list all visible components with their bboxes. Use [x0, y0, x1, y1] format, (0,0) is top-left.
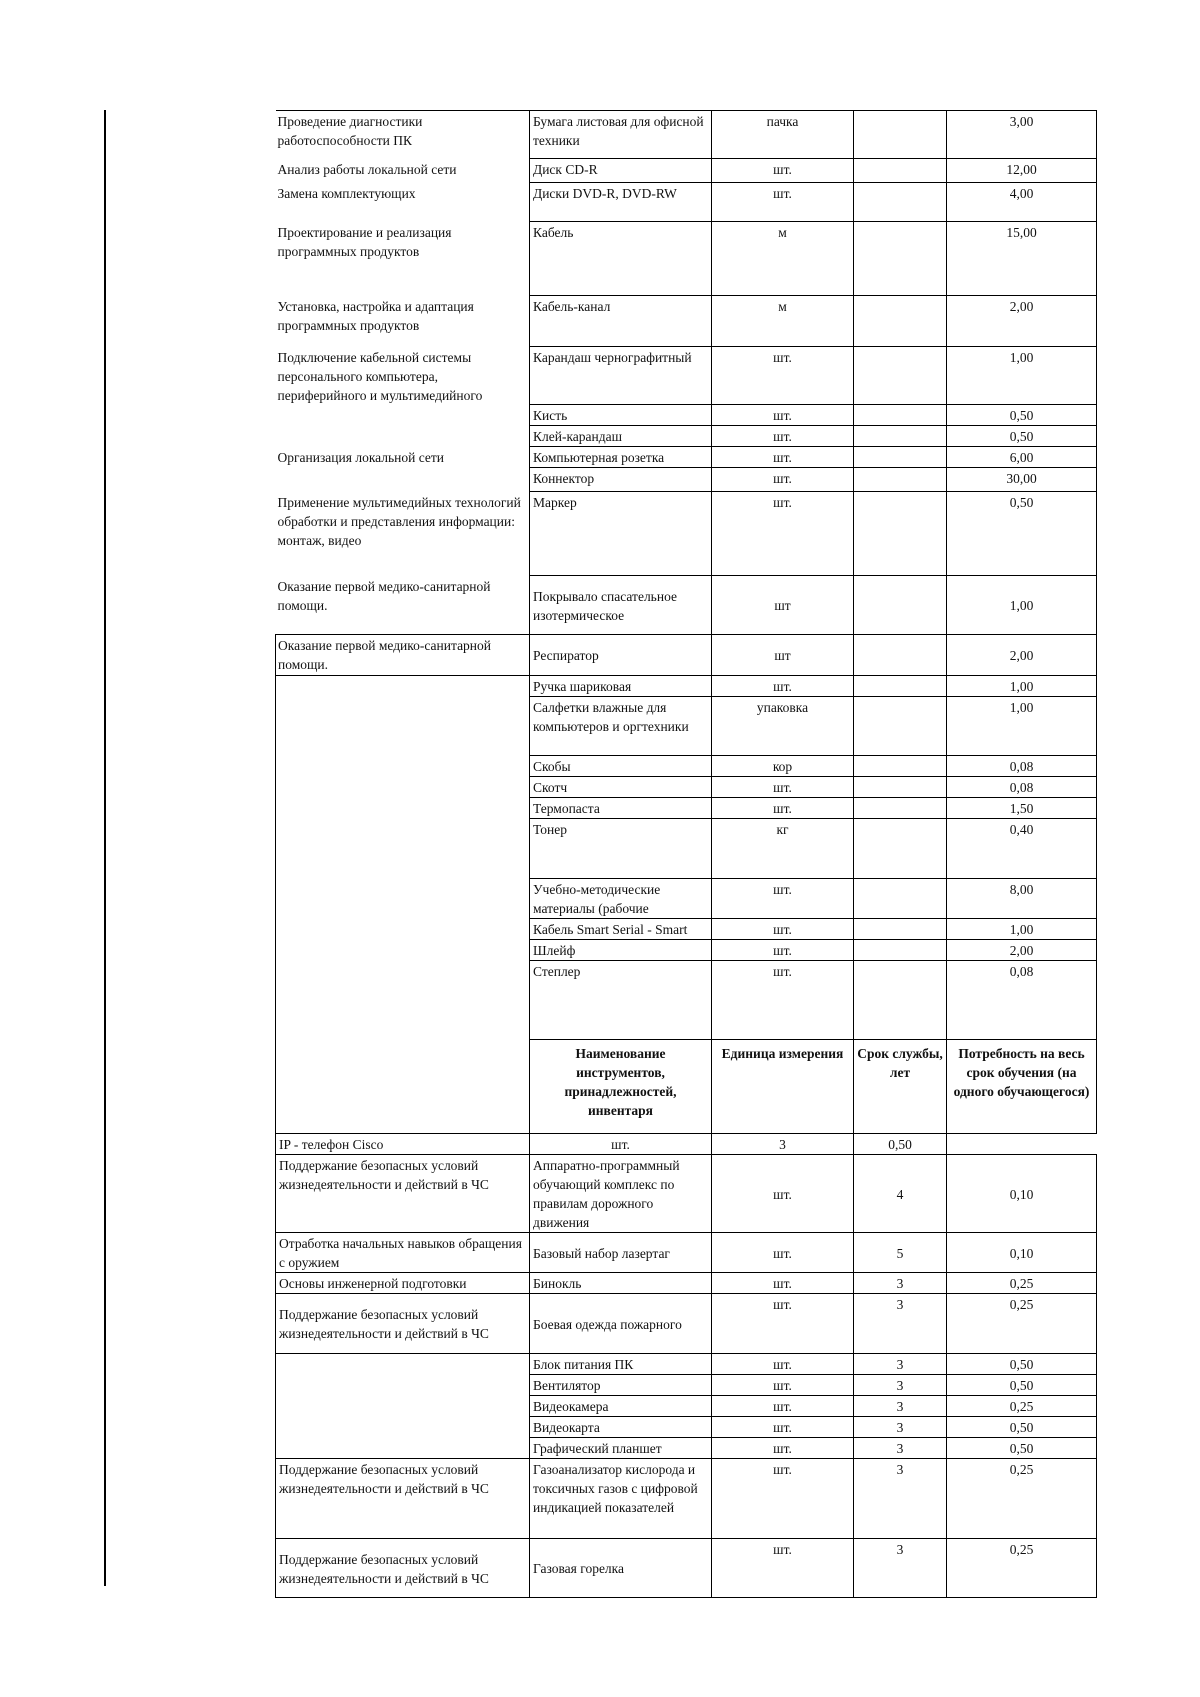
header-unit: Единица измерения	[712, 1040, 854, 1134]
item-name-cell: Коннектор	[530, 468, 712, 492]
item-name-cell: Учебно-методические материалы (рабочие	[530, 879, 712, 919]
term-cell	[854, 798, 947, 819]
item-name-cell: Шлейф	[530, 940, 712, 961]
unit-cell: пачка	[712, 111, 854, 159]
item-name-cell: Графический планшет	[530, 1438, 712, 1459]
term-cell: 3	[854, 1354, 947, 1375]
table-row	[276, 676, 1097, 697]
activity-cell: Проектирование и реализация программных продуктов	[276, 222, 530, 296]
unit-cell: м	[712, 296, 854, 347]
term-cell	[854, 576, 947, 635]
need-cell: 4,00	[947, 183, 1097, 222]
need-cell: 0,25	[947, 1273, 1097, 1294]
term-cell	[854, 635, 947, 676]
table-row	[276, 635, 1097, 676]
unit-cell: шт.	[712, 347, 854, 405]
table-row	[276, 347, 1097, 405]
unit-cell: шт.	[712, 492, 854, 576]
table-row	[276, 183, 1097, 222]
item-name-cell: Скотч	[530, 777, 712, 798]
term-cell	[854, 296, 947, 347]
activity-cell: Оказание первой медико-санитарной помощи.	[276, 635, 530, 676]
item-name-cell: Диски DVD-R, DVD-RW	[530, 183, 712, 222]
activity-cell-empty	[276, 1354, 530, 1459]
item-name-cell: IP - телефон Cisco	[276, 1134, 530, 1155]
term-cell: 3	[712, 1134, 854, 1155]
activity-cell-empty	[276, 676, 530, 1134]
term-cell	[854, 222, 947, 296]
term-cell: 5	[854, 1233, 947, 1273]
need-cell: 0,50	[947, 492, 1097, 576]
item-name-cell: Скобы	[530, 756, 712, 777]
item-name-cell: Базовый набор лазертаг	[530, 1233, 712, 1273]
activity-cell	[276, 468, 530, 492]
table-row	[276, 492, 1097, 576]
unit-cell: шт.	[530, 1134, 712, 1155]
need-cell: 0,25	[947, 1396, 1097, 1417]
unit-cell: шт.	[712, 919, 854, 940]
header-name: Наименование инструментов, принадлежностей, инвентаря	[530, 1040, 712, 1134]
activity-cell: Основы инженерной подготовки	[276, 1273, 530, 1294]
activity-cell: Применение мультимедийных технологий обработки и представления информации: монтаж, видео	[276, 492, 530, 576]
unit-cell: шт.	[712, 1294, 854, 1354]
unit-cell: шт.	[712, 1273, 854, 1294]
resources-table	[275, 110, 1097, 1598]
left-margin-rule	[104, 110, 106, 1586]
table-row	[276, 447, 1097, 468]
term-cell	[854, 940, 947, 961]
item-name-cell: Кабель-канал	[530, 296, 712, 347]
term-cell: 3	[854, 1273, 947, 1294]
item-name-cell: Салфетки влажные для компьютеров и оргтехники	[530, 697, 712, 756]
item-name-cell: Бинокль	[530, 1273, 712, 1294]
item-name-cell: Ручка шариковая	[530, 676, 712, 697]
item-name-cell: Аппаратно-программный обучающий комплекс по правилам дорожного движения	[530, 1155, 712, 1233]
need-cell: 2,00	[947, 635, 1097, 676]
unit-cell: шт	[712, 576, 854, 635]
unit-cell: шт.	[712, 468, 854, 492]
term-cell: 3	[854, 1539, 947, 1598]
item-name-cell: Респиратор	[530, 635, 712, 676]
need-cell: 2,00	[947, 940, 1097, 961]
header-need: Потребность на весь срок обучения (на одного обучающегося)	[947, 1040, 1097, 1134]
term-cell	[854, 159, 947, 183]
item-name-cell: Блок питания ПК	[530, 1354, 712, 1375]
need-cell: 0,10	[947, 1233, 1097, 1273]
unit-cell: шт	[712, 635, 854, 676]
need-cell: 15,00	[947, 222, 1097, 296]
term-cell	[854, 961, 947, 1040]
table-row	[276, 222, 1097, 296]
item-name-cell: Газоанализатор кислорода и токсичных газов с цифровой индикацией показателей	[530, 1459, 712, 1539]
need-cell: 12,00	[947, 159, 1097, 183]
need-cell: 0,40	[947, 819, 1097, 879]
unit-cell: кор	[712, 756, 854, 777]
unit-cell: шт.	[712, 1155, 854, 1233]
table-row	[276, 1134, 1097, 1155]
unit-cell: м	[712, 222, 854, 296]
need-cell: 0,10	[947, 1155, 1097, 1233]
unit-cell: шт.	[712, 447, 854, 468]
unit-cell: шт.	[712, 183, 854, 222]
need-cell: 1,00	[947, 576, 1097, 635]
need-cell: 0,50	[947, 1375, 1097, 1396]
term-cell	[854, 879, 947, 919]
need-cell: 0,50	[947, 1438, 1097, 1459]
table-row	[276, 426, 1097, 447]
unit-cell: шт.	[712, 1396, 854, 1417]
term-cell	[854, 492, 947, 576]
need-cell: 0,25	[947, 1539, 1097, 1598]
need-cell: 3,00	[947, 111, 1097, 159]
table-row	[276, 1233, 1097, 1273]
item-name-cell: Бумага листовая для офисной техники	[530, 111, 712, 159]
activity-cell: Поддержание безопасных условий жизнедеятельности и действий в ЧС	[276, 1155, 530, 1233]
term-cell: 3	[854, 1396, 947, 1417]
need-cell: 30,00	[947, 468, 1097, 492]
need-cell: 0,50	[854, 1134, 947, 1155]
table-row	[276, 1155, 1097, 1233]
activity-cell: Подключение кабельной системы персонального компьютера, периферийного и мультимедийного	[276, 347, 530, 405]
item-name-cell: Видеокамера	[530, 1396, 712, 1417]
item-name-cell: Термопаста	[530, 798, 712, 819]
table-row	[276, 1294, 1097, 1354]
term-cell: 3	[854, 1438, 947, 1459]
unit-cell: шт.	[712, 1539, 854, 1598]
table-row	[276, 296, 1097, 347]
term-cell: 3	[854, 1459, 947, 1539]
activity-cell: Организация локальной сети	[276, 447, 530, 468]
unit-cell: шт.	[712, 676, 854, 697]
activity-cell: Установка, настройка и адаптация программных продуктов	[276, 296, 530, 347]
term-cell	[854, 468, 947, 492]
activity-cell: Отработка начальных навыков обращения с оружием	[276, 1233, 530, 1273]
item-name-cell: Кисть	[530, 405, 712, 426]
term-cell	[854, 111, 947, 159]
table-row	[276, 159, 1097, 183]
item-name-cell: Маркер	[530, 492, 712, 576]
item-name-cell: Видеокарта	[530, 1417, 712, 1438]
term-cell	[854, 183, 947, 222]
need-cell: 1,00	[947, 676, 1097, 697]
need-cell: 0,25	[947, 1459, 1097, 1539]
unit-cell: шт.	[712, 961, 854, 1040]
header-term: Срок службы, лет	[854, 1040, 947, 1134]
need-cell: 0,50	[947, 426, 1097, 447]
unit-cell: шт.	[712, 426, 854, 447]
item-name-cell: Вентилятор	[530, 1375, 712, 1396]
need-cell: 8,00	[947, 879, 1097, 919]
activity-cell	[276, 426, 530, 447]
term-cell	[854, 447, 947, 468]
item-name-cell: Кабель Smart Serial - Smart	[530, 919, 712, 940]
item-name-cell: Степлер	[530, 961, 712, 1040]
term-cell	[854, 405, 947, 426]
item-name-cell: Диск CD-R	[530, 159, 712, 183]
table-row	[276, 576, 1097, 635]
unit-cell: шт.	[712, 1375, 854, 1396]
unit-cell: шт.	[712, 159, 854, 183]
activity-cell: Поддержание безопасных условий жизнедеятельности и действий в ЧС	[276, 1539, 530, 1598]
unit-cell: шт.	[712, 940, 854, 961]
item-name-cell: Покрывало спасательное изотермическое	[530, 576, 712, 635]
table-row	[276, 1459, 1097, 1539]
need-cell: 2,00	[947, 296, 1097, 347]
need-cell: 1,00	[947, 919, 1097, 940]
activity-cell	[276, 405, 530, 426]
activity-cell: Замена комплектующих	[276, 183, 530, 222]
need-cell: 1,00	[947, 347, 1097, 405]
unit-cell: шт.	[712, 1417, 854, 1438]
activity-cell: Поддержание безопасных условий жизнедеятельности и действий в ЧС	[276, 1294, 530, 1354]
table-row	[276, 468, 1097, 492]
term-cell	[854, 819, 947, 879]
activity-cell: Анализ работы локальной сети	[276, 159, 530, 183]
need-cell: 0,25	[947, 1294, 1097, 1354]
table-row	[276, 111, 1097, 159]
need-cell: 6,00	[947, 447, 1097, 468]
term-cell: 3	[854, 1375, 947, 1396]
term-cell	[854, 426, 947, 447]
item-name-cell: Компьютерная розетка	[530, 447, 712, 468]
unit-cell: шт.	[712, 1233, 854, 1273]
term-cell	[854, 676, 947, 697]
unit-cell: шт.	[712, 405, 854, 426]
item-name-cell: Карандаш чернографитный	[530, 347, 712, 405]
unit-cell: шт.	[712, 1354, 854, 1375]
term-cell	[854, 756, 947, 777]
need-cell: 0,50	[947, 1354, 1097, 1375]
table-row	[276, 1354, 1097, 1375]
term-cell: 3	[854, 1417, 947, 1438]
unit-cell: упаковка	[712, 697, 854, 756]
table-row	[276, 1273, 1097, 1294]
table-row	[276, 1539, 1097, 1598]
item-name-cell: Боевая одежда пожарного	[530, 1294, 712, 1354]
need-cell: 1,00	[947, 697, 1097, 756]
table-row	[276, 405, 1097, 426]
activity-cell: Проведение диагностики работоспособности ПК	[276, 111, 530, 159]
need-cell: 0,08	[947, 756, 1097, 777]
item-name-cell: Тонер	[530, 819, 712, 879]
activity-cell: Оказание первой медико-санитарной помощи.	[276, 576, 530, 635]
need-cell: 0,50	[947, 405, 1097, 426]
item-name-cell: Клей-карандаш	[530, 426, 712, 447]
need-cell: 0,08	[947, 777, 1097, 798]
item-name-cell: Кабель	[530, 222, 712, 296]
unit-cell: шт.	[712, 1459, 854, 1539]
unit-cell: кг	[712, 819, 854, 879]
need-cell: 0,08	[947, 961, 1097, 1040]
term-cell	[854, 347, 947, 405]
unit-cell: шт.	[712, 777, 854, 798]
term-cell	[854, 777, 947, 798]
item-name-cell: Газовая горелка	[530, 1539, 712, 1598]
term-cell: 3	[854, 1294, 947, 1354]
unit-cell: шт.	[712, 798, 854, 819]
need-cell: 0,50	[947, 1417, 1097, 1438]
term-cell	[854, 697, 947, 756]
term-cell: 4	[854, 1155, 947, 1233]
unit-cell: шт.	[712, 879, 854, 919]
activity-cell: Поддержание безопасных условий жизнедеятельности и действий в ЧС	[276, 1459, 530, 1539]
term-cell	[854, 919, 947, 940]
unit-cell: шт.	[712, 1438, 854, 1459]
need-cell: 1,50	[947, 798, 1097, 819]
